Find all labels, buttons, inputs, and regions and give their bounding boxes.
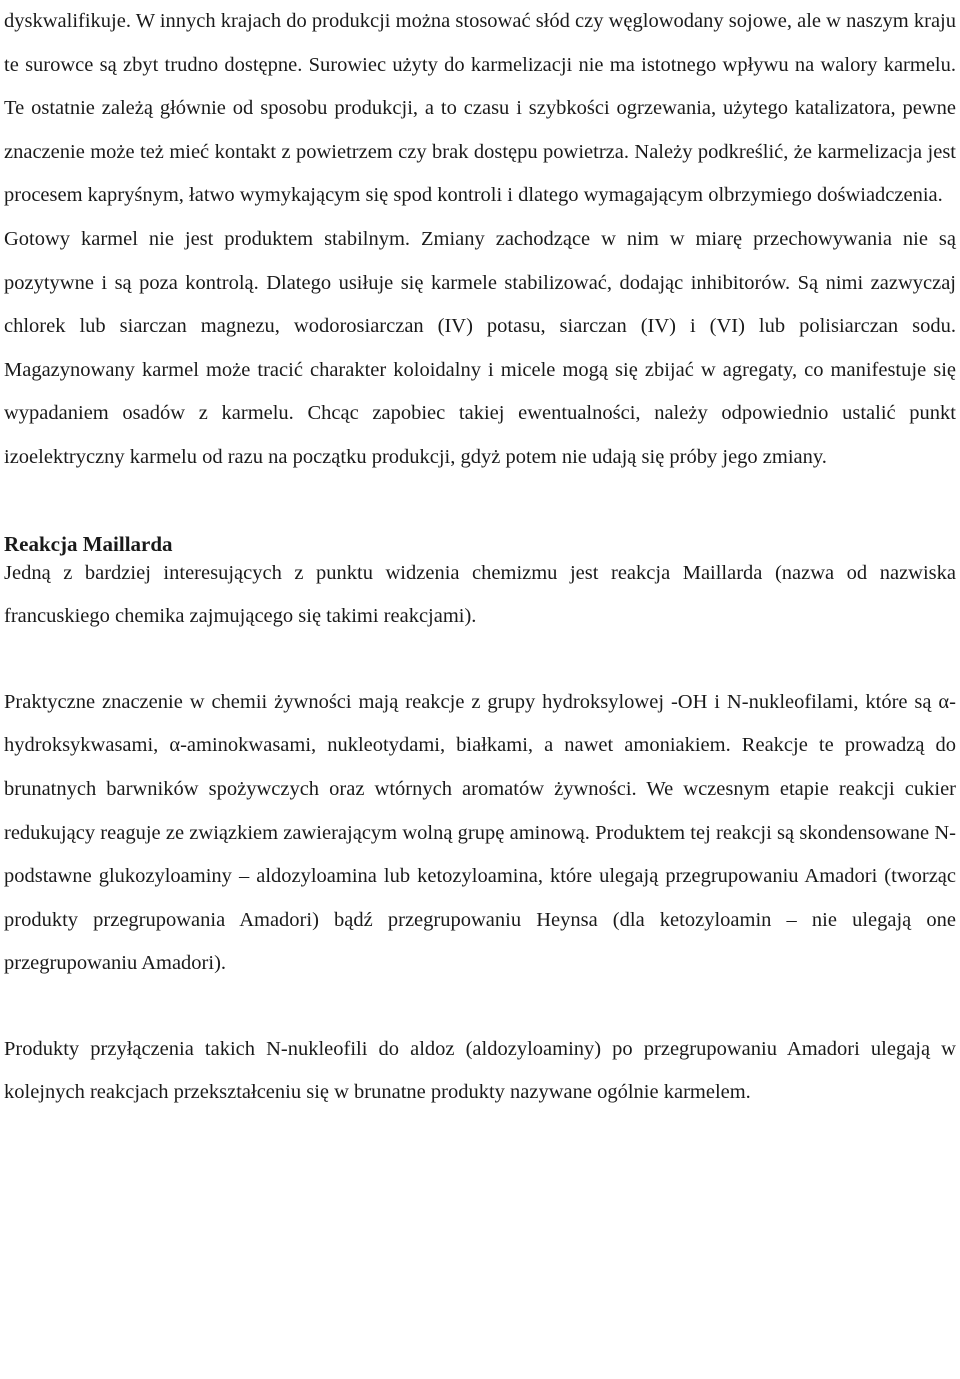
spacer bbox=[4, 480, 956, 522]
spacer bbox=[4, 986, 956, 1028]
paragraph-maillard-intro: Jedną z bardziej interesujących z punktu widzenia chemizmu jest reakcja Maillarda (nazwa od nazwiska francuskiego chemika zajmującego się takimi reakcjami). bbox=[4, 561, 956, 628]
document-page bbox=[4, 0, 956, 1115]
paragraph-caramelization-raw-materials: dyskwalifikuje. W innych krajach do produkcji można stosować słód czy węglowodany sojowe, ale w naszym kraju te surowce są zbyt trudno dostępne. Surowiec użyty do karmelizacji nie ma istotnego wpływu na walory karmelu. Te ostatnie zależą głównie od sposobu produkcji, a to czasu i szybkości ogrzewania, użytego katalizatora, pewne znaczenie może też mieć kontakt z powietrzem czy brak dostępu powietrza. Należy podkreślić, że karmelizacja jest procesem kapryśnym, łatwo wymykającym się spod kontroli i dlatego wymagającym olbrzymiego doświadczenia. bbox=[4, 10, 956, 207]
paragraph-maillard-products: Produkty przyłączenia takich N-nukleofili do aldoz (aldozyloaminy) po przegrupowaniu Amadori ulegają w kolejnych reakcjach przekształceniu się w brunatne produkty nazywane ogólnie karmelem. bbox=[4, 1037, 956, 1104]
paragraph-caramel-stability: Gotowy karmel nie jest produktem stabilnym. Zmiany zachodzące w nim w miarę przechowywania nie są pozytywne i są poza kontrolą. Dlatego usiłuje się karmele stabilizować, dodając inhibitorów. Są nimi zazwyczaj chlorek lub siarczan magnezu, wodorosiarczan (IV) potasu, siarczan (IV) i (VI) lub polisiarczan sodu. Magazynowany karmel może tracić charakter koloidalny i micele mogą się zbijać w agregaty, co manifestuje się wypadaniem osadów z karmelu. Chcąc zapobiec takiej ewentualności, należy odpowiednio ustalić punkt izoelektryczny karmelu od razu na początku produkcji, gdyż potem nie udają się próby jego zmiany. bbox=[4, 227, 956, 468]
section-heading-maillard: Reakcja Maillarda bbox=[4, 531, 173, 556]
paragraph-maillard-practical: Praktyczne znaczenie w chemii żywności mają reakcje z grupy hydroksylowej -OH i N-nukleofilami, które są α-hydroksykwasami, α-aminokwasami, nukleotydami, białkami, a nawet amoniakiem. Reakcje te prowadzą do brunatnych barwników spożywczych oraz wtórnych aromatów żywności. We wczesnym etapie reakcji cukier redukujący reaguje ze związkiem zawierającym wolną grupę aminową. Produktem tej reakcji są skondensowane N-podstawne glukozyloaminy – aldozyloamina lub ketozyloamina, które ulegają przegrupowaniu Amadori (tworząc produkty przegrupowania Amadori) bądź przegrupowaniu Heynsa (dla ketozyloamin – nie ulegają one przegrupowaniu Amadori). bbox=[4, 690, 956, 975]
spacer bbox=[4, 639, 956, 681]
